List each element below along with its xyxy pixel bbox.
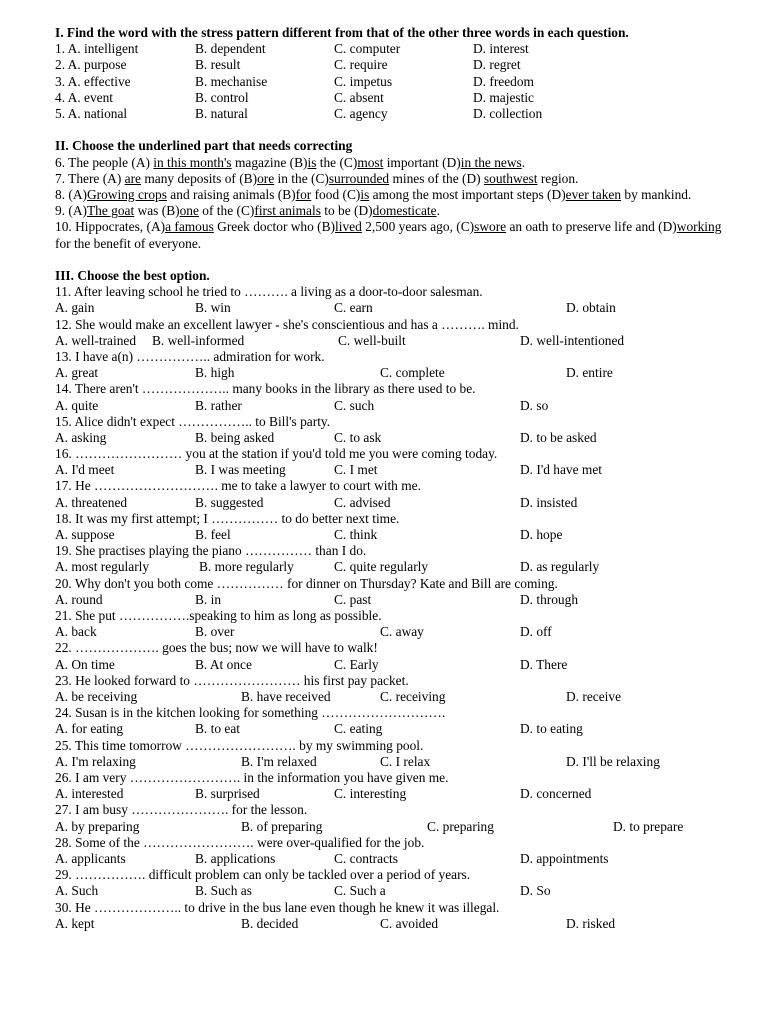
q19-option-c: C. quite regularly [334,559,429,575]
q14-option-b: B. rather [195,397,242,413]
q4-options [55,90,735,106]
q11-option-c: C. earn [334,300,373,316]
q2-options [55,57,735,73]
question-16: 16. …………………… you at the station if you'd told me you were coming today. [55,446,498,462]
question-8: 8. (A)Growing crops and raising animals (B)for food (C)is among the most important steps (D)ever taken by mankind. [55,186,692,202]
q4-option-b: B. control [195,89,249,105]
q5-options [55,106,735,122]
q27-option-c: C. preparing [427,818,494,834]
question-19: 19. She practises playing the piano …………… than I do. [55,543,367,559]
q24-option-d: D. to eating [520,721,583,737]
question-9: 9. (A)The goat was (B)one of the (C)first animals to be (D)domesticate. [55,203,440,219]
q13-options [55,365,735,381]
q26-option-a: A. interested [55,786,124,802]
q22-option-c: C. Early [334,656,379,672]
q23-option-b: B. have received [241,689,331,705]
question-25: 25. This time tomorrow ……………………. by my swimming pool. [55,737,424,753]
q26-options [55,786,735,802]
q4-option-c: C. absent [334,89,384,105]
q11-option-d: D. obtain [566,300,616,316]
q25-option-a: A. I'm relaxing [55,753,136,769]
q15-option-a: A. asking [55,429,107,445]
q4-option-a: 4. A. event [55,89,114,105]
q20-option-a: A. round [55,591,103,607]
q19-option-b: B. more regularly [199,559,294,575]
section1-questions [55,41,735,122]
q3-options [55,74,735,90]
q12-option-a: A. well-trained [55,332,137,348]
q9-part-b: one [179,203,199,219]
q5-option-c: C. agency [334,105,388,121]
q20-options [55,592,735,608]
q5-option-a: 5. A. national [55,105,128,121]
q26-option-b: B. surprised [195,786,260,802]
worksheet [55,25,735,932]
q16-option-c: C. I met [334,462,378,478]
q1-option-d: D. interest [473,41,529,57]
q8-part-d: ever taken [565,186,622,202]
q5-option-b: B. natural [195,105,248,121]
q28-options [55,851,735,867]
q20-option-c: C. past [334,591,372,607]
q29-option-a: A. Such [55,883,99,899]
q2-option-d: D. regret [473,57,521,73]
question-20: 20. Why don't you both come …………… for dinner on Thursday? Kate and Bill are coming. [55,575,558,591]
q17-option-a: A. threatened [55,494,128,510]
q17-option-d: D. insisted [520,494,578,510]
q6-part-c: most [357,154,384,170]
q22-option-a: A. On time [55,656,115,672]
q8-part-c: is [360,186,370,202]
q22-option-d: D. There [520,656,568,672]
q28-option-a: A. applicants [55,850,126,866]
q1-option-a: 1. A. intelligent [55,41,139,57]
q25-option-b: B. I'm relaxed [241,753,317,769]
question-26: 26. I am very ……………………. in the information you have given me. [55,770,449,785]
q12-option-c: C. well-built [338,332,406,348]
q15-option-d: D. to be asked [520,429,597,445]
q17-option-c: C. advised [334,494,391,510]
q16-option-b: B. I was meeting [195,462,286,478]
q20-option-d: D. through [520,591,579,607]
question-21: 21. She put …………….speaking to him as long as possible. [55,608,382,624]
q19-option-d: D. as regularly [520,559,600,575]
question-13: 13. I have a(n) …………….. admiration for work. [55,348,325,364]
q23-option-c: C. receiving [380,689,446,705]
q24-options [55,721,735,737]
q3-option-c: C. impetus [334,73,393,89]
q2-option-c: C. require [334,57,388,73]
q3-option-b: B. mechanise [195,73,268,89]
q27-option-d: D. to prepare [613,818,684,834]
q16-options [55,462,735,478]
question-22: 22. ………………. goes the bus; now we will have to walk! [55,640,378,656]
q28-option-c: C. contracts [334,850,398,866]
q21-option-a: A. back [55,624,97,640]
q25-options [55,754,735,770]
q27-option-a: A. by preparing [55,818,140,834]
q18-options [55,527,735,543]
q10-part-c: swore [474,219,507,235]
question-28: 28. Some of the ……………………. were over-qualified for the job. [55,834,425,850]
question-30: 30. He ……………….. to drive in the bus lane even though he knew it was illegal. [55,899,500,915]
q5-option-d: D. collection [473,105,543,121]
q12-option-b: B. well-informed [152,332,245,348]
q7-part-d: southwest [483,170,538,186]
section3-heading: III. Choose the best option. [55,267,210,283]
q26-option-c: C. interesting [334,786,407,802]
q28-option-d: D. appointments [520,850,609,866]
q29-option-b: B. Such as [195,883,252,899]
q7-part-c: surrounded [328,170,390,186]
q1-option-c: C. computer [334,41,401,57]
q18-option-d: D. hope [520,527,563,543]
q17-options [55,495,735,511]
q7-part-a: are [124,170,142,186]
q29-options [55,883,735,899]
q11-option-b: B. win [195,300,231,316]
q8-part-b: for [295,186,312,202]
section3-questions [55,284,735,932]
q12-options [55,333,735,349]
q16-option-d: D. I'd have met [520,462,602,478]
q22-option-b: B. At once [195,656,252,672]
q27-option-b: B. of preparing [241,818,323,834]
question-10: 10. Hippocrates, (A)a famous Greek doctor who (B)lived 2,500 years ago, (C)swore an oath to preserve life and (D)working for the benefit of everyone. [55,219,722,251]
q13-option-a: A. great [55,365,99,381]
q23-option-a: A. be receiving [55,689,138,705]
q21-option-d: D. off [520,624,552,640]
q24-option-a: A. for eating [55,721,124,737]
q22-options [55,657,735,673]
question-14: 14. There aren't ……………….. many books in the library as there used to be. [55,381,476,397]
q9-part-a: The goat [86,203,135,219]
q26-option-d: D. concerned [520,786,592,802]
question-6: 6. The people (A) in this month's magazine (B)is the (C)most important (D)in the news. [55,154,526,170]
q30-options [55,916,735,932]
question-29: 29. ……………. difficult problem can only be tackled over a period of years. [55,867,471,883]
q13-option-b: B. high [195,365,235,381]
q7-part-b: ore [257,170,275,186]
question-12: 12. She would make an excellent lawyer - she's conscientious and has a ………. mind. [55,316,519,332]
q14-options [55,398,735,414]
q13-option-d: D. entire [566,365,613,381]
q30-option-b: B. decided [241,915,299,931]
q6-part-b: is [307,154,317,170]
q25-option-c: C. I relax [380,753,431,769]
q10-part-d: working [676,219,722,235]
q29-option-c: C. Such a [334,883,386,899]
q12-option-d: D. well-intentioned [520,332,625,348]
q28-option-b: B. applications [195,850,276,866]
q21-option-b: B. over [195,624,235,640]
q2-option-a: 2. A. purpose [55,57,127,73]
q11-option-a: A. gain [55,300,95,316]
q20-option-b: B. in [195,591,222,607]
q16-option-a: A. I'd meet [55,462,115,478]
q1-option-b: B. dependent [195,41,266,57]
question-15: 15. Alice didn't expect …………….. to Bill's party. [55,413,331,429]
q11-options [55,300,735,316]
q14-option-a: A. quite [55,397,99,413]
q30-option-c: C. avoided [380,915,439,931]
q23-option-d: D. receive [566,689,622,705]
q29-option-d: D. So [520,883,551,899]
question-17: 17. He ………………………. me to take a lawyer to court with me. [55,478,421,494]
q14-option-d: D. so [520,397,549,413]
q15-option-c: C. to ask [334,429,382,445]
q6-part-d: in the news [460,154,522,170]
q10-part-b: lived [335,219,362,235]
q24-option-b: B. to eat [195,721,240,737]
question-11: 11. After leaving school he tried to ………. a living as a door-to-door salesman. [55,284,483,300]
q1-options [55,41,735,57]
q27-options [55,819,735,835]
q18-option-b: B. feel [195,527,231,543]
q30-option-d: D. risked [566,915,616,931]
q18-option-a: A. suppose [55,527,115,543]
q9-part-c: first animals [254,203,321,219]
q17-option-b: B. suggested [195,494,264,510]
q8-part-a: Growing crops [86,186,167,202]
q24-option-c: C. eating [334,721,383,737]
q21-options [55,624,735,640]
q30-option-a: A. kept [55,915,95,931]
question-27: 27. I am busy …………………. for the lesson. [55,802,308,818]
question-24: 24. Susan is in the kitchen looking for something ………………………. [55,705,446,721]
q15-option-b: B. being asked [195,429,275,445]
q3-option-d: D. freedom [473,73,534,89]
q3-option-a: 3. A. effective [55,73,131,89]
q25-option-d: D. I'll be relaxing [566,753,660,769]
q15-options [55,430,735,446]
q4-option-d: D. majestic [473,89,534,105]
question-7: 7. There (A) are many deposits of (B)ore in the (C)surrounded mines of the (D) southwest region. [55,170,579,186]
q2-option-b: B. result [195,57,241,73]
q19-option-a: A. most regularly [55,559,150,575]
question-18: 18. It was my first attempt; I …………… to do better next time. [55,510,400,526]
q14-option-c: C. such [334,397,375,413]
q10-part-a: a famous [165,219,214,235]
section2-heading: II. Choose the underlined part that needs correcting [55,138,353,154]
q23-options [55,689,735,705]
q18-option-c: C. think [334,527,378,543]
section1-heading: I. Find the word with the stress pattern different from that of the other three words in each question. [55,25,629,40]
q13-option-c: C. complete [380,365,445,381]
question-23: 23. He looked forward to …………………… his first pay packet. [55,672,409,688]
q19-options [55,559,735,575]
q6-part-a: in this month's [153,154,232,170]
q21-option-c: C. away [380,624,424,640]
q9-part-d: domesticate [372,203,437,219]
